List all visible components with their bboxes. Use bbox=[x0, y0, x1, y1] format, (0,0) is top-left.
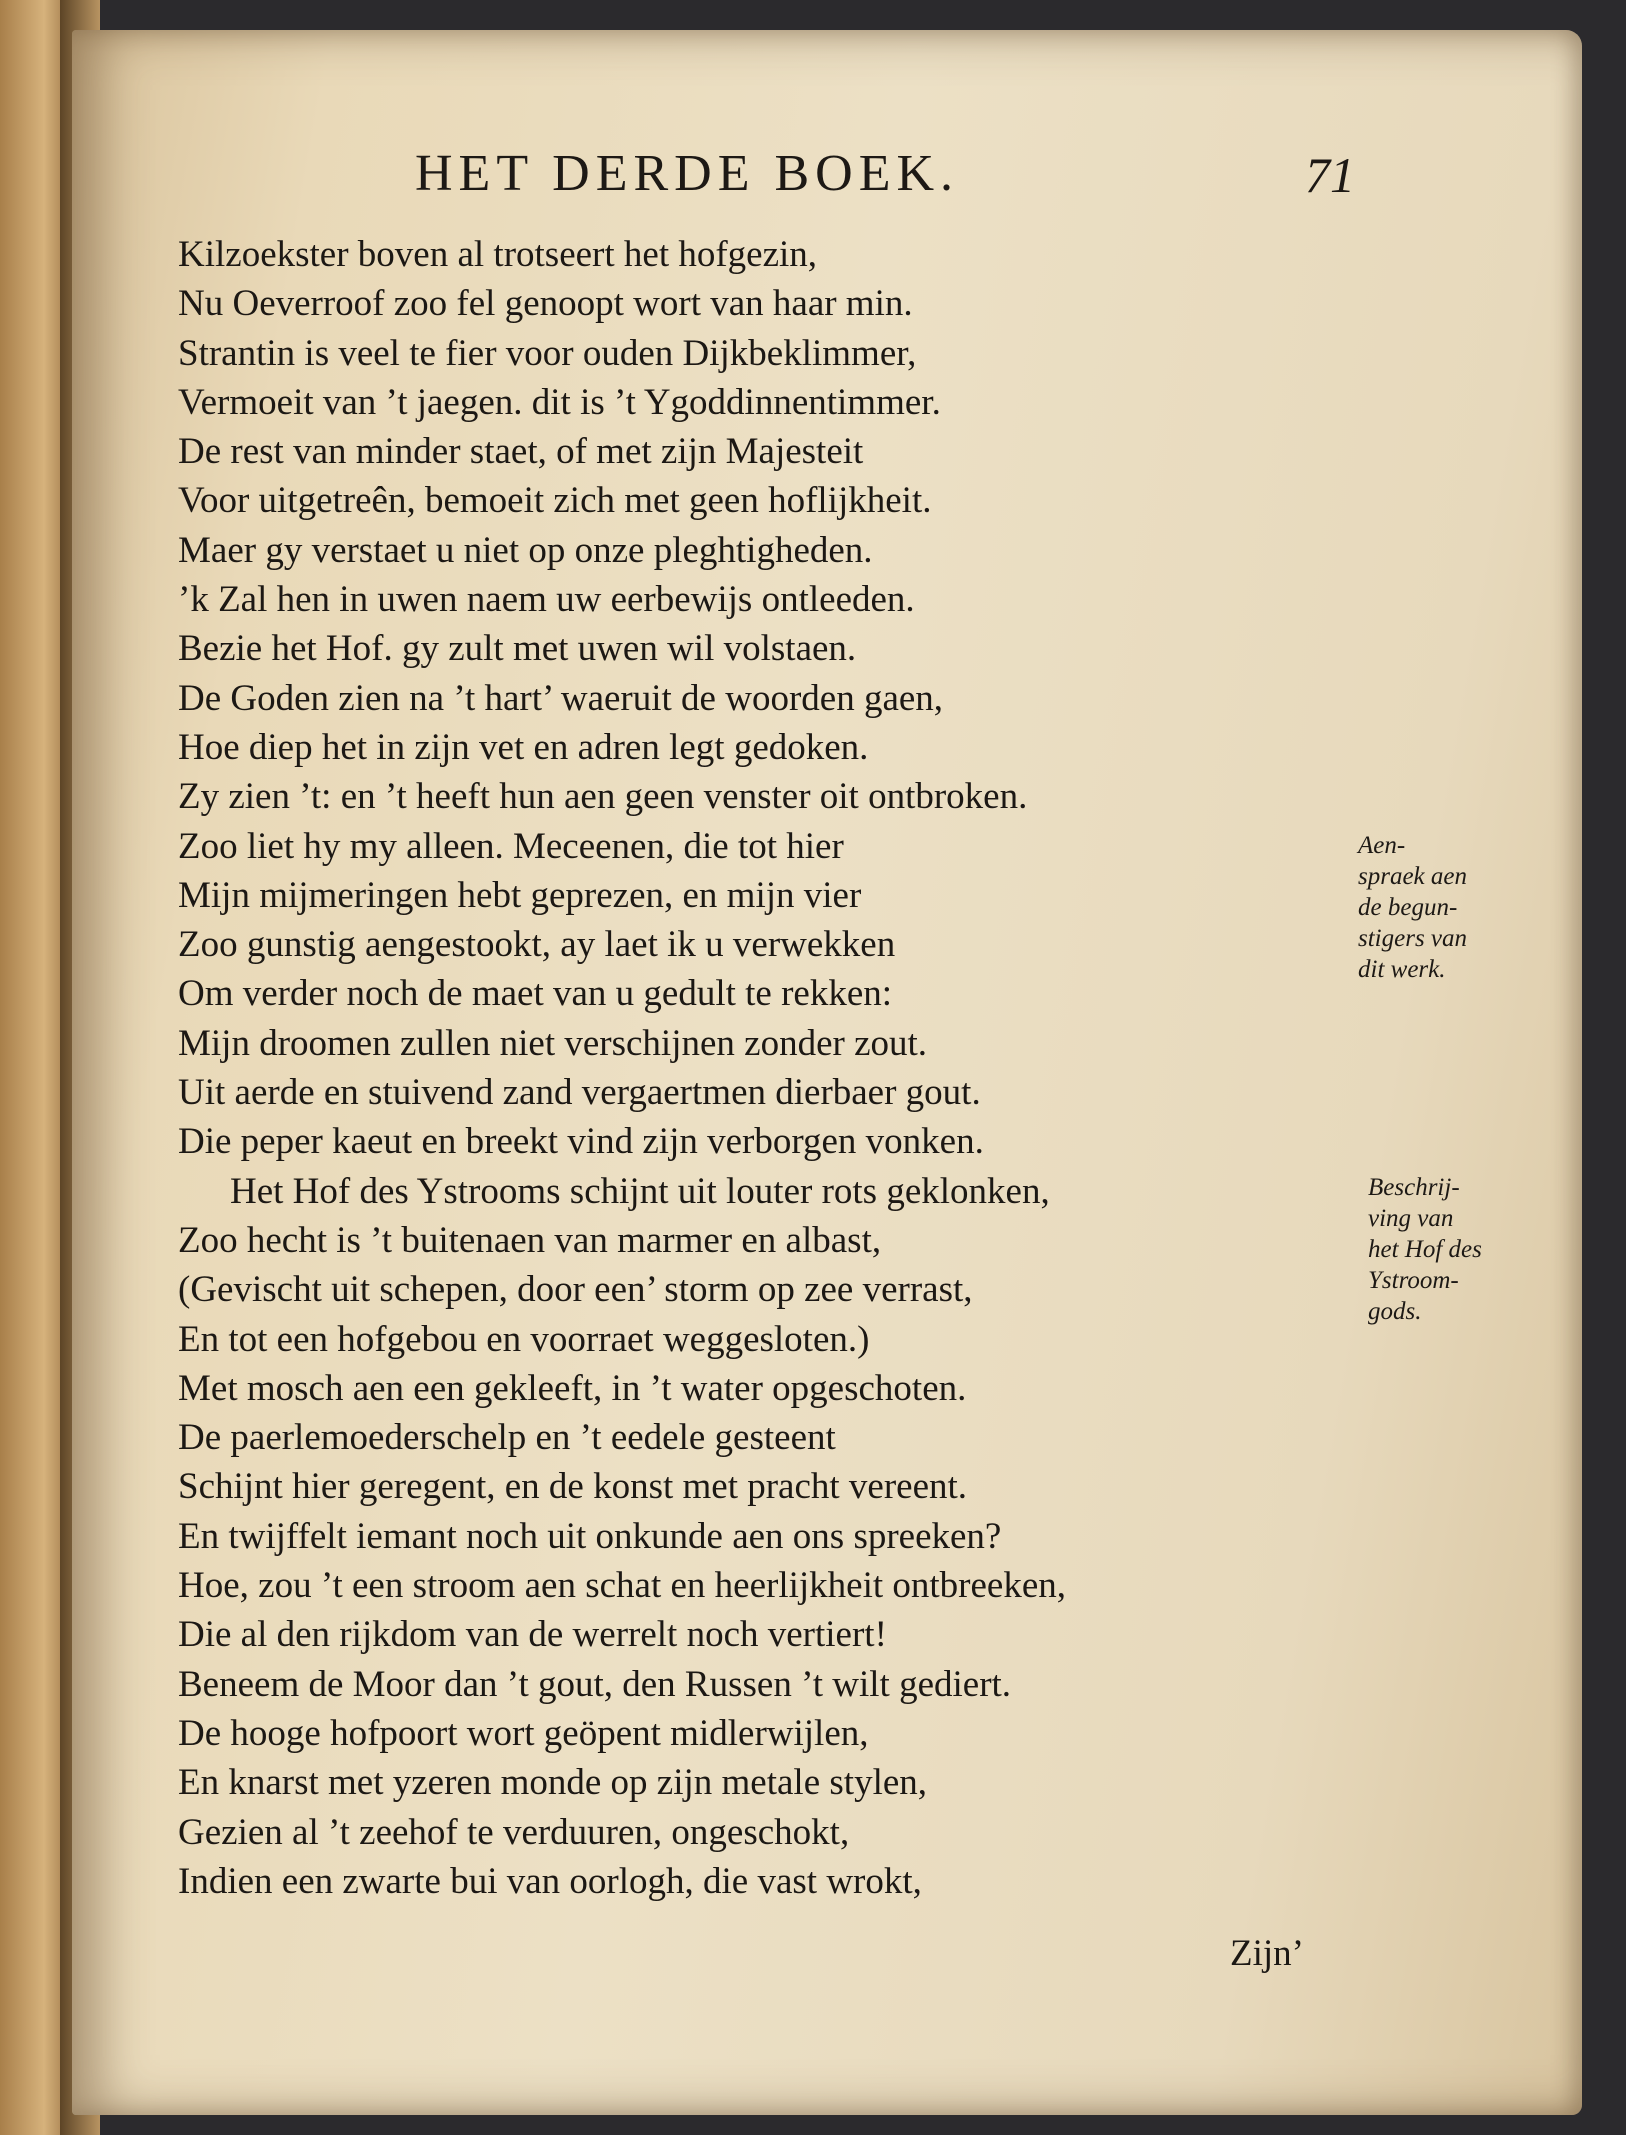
margin-note-line: Ystroom- bbox=[1368, 1267, 1459, 1294]
verse-line: Indien een zwarte bui van oorlogh, die vast wrokt, bbox=[178, 1860, 922, 1902]
verse-line: Strantin is veel te fier voor ouden Dijkbeklimmer, bbox=[178, 332, 917, 374]
verse-text bbox=[178, 230, 1338, 1906]
verse-line: Zoo gunstig aengestookt, ay laet ik u verwekken bbox=[178, 924, 896, 966]
margin-note-line: de begun- bbox=[1358, 894, 1458, 921]
verse-line: De rest van minder staet, of met zijn Majesteit bbox=[178, 431, 864, 473]
verse-line: Die peper kaeut en breekt vind zijn verborgen vonken. bbox=[178, 1121, 984, 1163]
verse-line: Vermoeit van ’t jaegen. dit is ’t Ygoddinnentimmer. bbox=[178, 381, 941, 423]
verse-line: Nu Oeverroof zoo fel genoopt wort van haar min. bbox=[178, 283, 913, 325]
verse-line: En tot een hofgebou en voorraet weggesloten.) bbox=[178, 1318, 870, 1360]
verse-line: Zy zien ’t: en ’t heeft hun aen geen venster oit ontbroken. bbox=[178, 776, 1028, 818]
verse-line: Hoe diep het in zijn vet en adren legt gedoken. bbox=[178, 726, 869, 768]
verse-line: En knarst met yzeren monde op zijn metale stylen, bbox=[178, 1762, 928, 1804]
verse-line: Mijn droomen zullen niet verschijnen zonder zout. bbox=[178, 1022, 928, 1064]
margin-note-line: het Hof des bbox=[1368, 1236, 1482, 1263]
margin-note-line: Aen- bbox=[1358, 832, 1406, 859]
verse-line: Met mosch aen een gekleeft, in ’t water opgeschoten. bbox=[178, 1367, 967, 1409]
margin-note-description bbox=[1368, 1172, 1538, 1327]
verse-line: Uit aerde en stuivend zand vergaertmen dierbaer gout. bbox=[178, 1072, 981, 1114]
margin-note-line: gods. bbox=[1368, 1298, 1422, 1325]
verse-line: Beneem de Moor dan ’t gout, den Russen ’t wilt gediert. bbox=[178, 1663, 1012, 1705]
page-number: 71 bbox=[1305, 147, 1355, 203]
margin-note-line: stigers van bbox=[1358, 925, 1468, 952]
verse-line: ’k Zal hen in uwen naem uw eerbewijs ontleeden. bbox=[178, 579, 915, 621]
verse-line: Mijn mijmeringen hebt geprezen, en mijn vier bbox=[178, 874, 862, 916]
margin-note-line: ving van bbox=[1368, 1205, 1454, 1232]
margin-note-line: spraek aen bbox=[1358, 863, 1467, 890]
verse-line: De Goden zien na ’t hart’ waeruit de woorden gaen, bbox=[178, 677, 944, 719]
verse-line: En twijffelt iemant noch uit onkunde aen ons spreeken? bbox=[178, 1515, 1002, 1557]
verse-line: Schijnt hier geregent, en de konst met pracht vereent. bbox=[178, 1466, 968, 1508]
verse-line: Kilzoekster boven al trotseert het hofgezin, bbox=[178, 234, 818, 275]
verse-line: Hoe, zou ’t een stroom aen schat en heerlijkheit ontbreeken, bbox=[178, 1565, 1067, 1607]
verse-line: Gezien al ’t zeehof te verduuren, ongeschokt, bbox=[178, 1811, 850, 1853]
verse-line: De hooge hofpoort wort geöpent midlerwijlen, bbox=[178, 1712, 869, 1754]
verse-line: De paerlemoederschelp en ’t eedele gesteent bbox=[178, 1417, 836, 1459]
verse-line: Om verder noch de maet van u gedult te rekken: bbox=[178, 973, 893, 1015]
margin-note-line: Beschrij- bbox=[1368, 1174, 1460, 1201]
verse-line: Het Hof des Ystrooms schijnt uit louter rots geklonken, bbox=[230, 1170, 1050, 1212]
verse-line: Zoo liet hy my alleen. Meceenen, die tot hier bbox=[178, 825, 844, 867]
margin-note-line: dit werk. bbox=[1358, 956, 1446, 983]
catchword: Zijn’ bbox=[1230, 1933, 1304, 1974]
margin-note-address bbox=[1358, 830, 1558, 985]
verse-line: Die al den rijkdom van de werrelt noch vertiert! bbox=[178, 1614, 887, 1656]
verse-line: Bezie het Hof. gy zult met uwen wil volstaen. bbox=[178, 628, 857, 670]
verse-line: Voor uitgetreên, bemoeit zich met geen hoflijkheit. bbox=[178, 480, 932, 522]
verse-line: Zoo hecht is ’t buitenaen van marmer en albast, bbox=[178, 1219, 882, 1261]
verse-line: (Gevischt uit schepen, door een’ storm op zee verrast, bbox=[178, 1269, 973, 1311]
verse-line: Maer gy verstaet u niet op onze pleghtigheden. bbox=[178, 529, 873, 571]
running-title: HET DERDE BOEK. bbox=[415, 145, 960, 202]
